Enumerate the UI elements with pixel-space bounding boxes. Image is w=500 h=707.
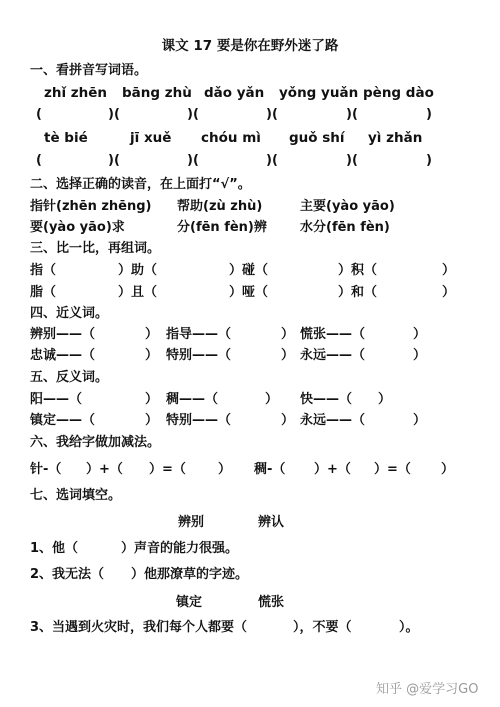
- math-item: 针-（: [30, 462, 62, 477]
- reading-item: 指针(zhēn zhēng): [30, 199, 152, 214]
- compare-item: 脂（: [30, 285, 57, 300]
- reading-item: 帮助(zù zhù): [177, 199, 263, 214]
- blank-paren: )(: [108, 107, 120, 122]
- section-2-heading: 二、选择正确的读音，在上面打“√”。: [30, 177, 251, 192]
- antonym-item: 快——（: [300, 392, 353, 407]
- compare-item: ）且（: [118, 285, 158, 300]
- math-item: ）: [218, 462, 232, 477]
- synonym-item: 特别——（: [166, 348, 232, 363]
- synonym-item: ）: [145, 327, 159, 342]
- math-item: ）=（: [374, 462, 411, 477]
- antonym-item: 阳——（: [30, 392, 83, 407]
- pinyin-8: chóu mì: [201, 130, 261, 146]
- synonym-item: ）: [145, 348, 159, 363]
- question-2: 2、我无法（: [30, 567, 105, 582]
- math-item: ）: [441, 462, 455, 477]
- synonym-item: 永远——（: [300, 348, 366, 363]
- synonym-item: 辨别——（: [30, 327, 96, 342]
- section-3-heading: 三、比一比，再组词。: [30, 241, 161, 256]
- synonym-item: 忠诚——（: [30, 348, 96, 363]
- antonym-item: 特别——（: [166, 413, 232, 428]
- pinyin-9: guǒ shí: [289, 130, 345, 146]
- blank-paren: )(: [187, 153, 199, 168]
- blank-paren: (: [36, 153, 42, 168]
- reading-item: 要(yào yāo)求: [30, 220, 125, 235]
- synonym-item: 慌张——（: [300, 327, 366, 342]
- antonym-item: 永远——（: [300, 413, 366, 428]
- pinyin-6: tè bié: [44, 130, 88, 146]
- section-4-heading: 四、近义词。: [30, 306, 109, 321]
- synonym-item: ）: [281, 327, 295, 342]
- section-7-heading: 七、选词填空。: [30, 488, 122, 503]
- compare-item: ）哑（: [229, 285, 269, 300]
- math-item: ）=（: [149, 462, 186, 477]
- worksheet-title: 课文 17 要是你在野外迷了路: [161, 38, 339, 54]
- question-1: 1、他（: [30, 541, 79, 556]
- pinyin-7: jī xuě: [130, 130, 172, 146]
- synonym-item: ）: [281, 348, 295, 363]
- antonym-item: 镇定——（: [30, 413, 96, 428]
- blank-paren: ): [426, 153, 432, 168]
- antonym-item: ）: [265, 392, 279, 407]
- math-item: 稠-（: [254, 462, 286, 477]
- antonym-item: ）: [378, 392, 392, 407]
- blank-paren: )(: [346, 153, 358, 168]
- question-3: 3、当遇到火灾时，我们每个人都要（: [30, 620, 248, 635]
- antonym-item: 稠——（: [166, 392, 219, 407]
- blank-paren: ): [426, 107, 432, 122]
- word-option: 辨认: [258, 515, 285, 530]
- blank-paren: )(: [187, 107, 199, 122]
- compare-item: ）: [442, 285, 456, 300]
- section-5-heading: 五、反义词。: [30, 370, 109, 385]
- synonym-item: ）: [413, 348, 427, 363]
- pinyin-1: zhǐ zhēn: [44, 85, 108, 101]
- synonym-item: 指导——（: [166, 327, 232, 342]
- word-option: 辨别: [178, 515, 205, 530]
- blank-paren: (: [36, 107, 42, 122]
- compare-item: ）和（: [338, 285, 378, 300]
- pinyin-2: bāng zhù: [122, 85, 192, 101]
- question-1: ）声音的能力很强。: [121, 541, 239, 556]
- word-option: 镇定: [176, 595, 203, 610]
- reading-item: 水分(fēn fèn): [300, 220, 390, 235]
- synonym-item: ）: [413, 327, 427, 342]
- antonym-item: ）: [413, 413, 427, 428]
- compare-item: 指（: [30, 263, 57, 278]
- compare-item: ）积（: [338, 263, 378, 278]
- pinyin-3: dǎo yǎn: [204, 85, 265, 101]
- compare-item: ）助（: [118, 263, 158, 278]
- watermark: 知乎 @爱学习GO: [376, 682, 479, 697]
- reading-item: 主要(yào yāo): [300, 199, 395, 214]
- blank-paren: )(: [346, 107, 358, 122]
- compare-item: ）碰（: [229, 263, 269, 278]
- section-6-heading: 六、我给字做加减法。: [30, 435, 161, 450]
- pinyin-5: pèng dào: [363, 85, 434, 101]
- question-3: ），不要（: [293, 620, 352, 635]
- antonym-item: ）: [145, 413, 159, 428]
- antonym-item: ）: [145, 392, 159, 407]
- blank-paren: )(: [266, 107, 278, 122]
- antonym-item: ）: [281, 413, 295, 428]
- blank-paren: )(: [266, 153, 278, 168]
- question-2: ）他那潦草的字迹。: [131, 567, 249, 582]
- question-3: ）。: [399, 620, 419, 635]
- compare-item: ）: [442, 263, 456, 278]
- math-item: ）+（: [86, 462, 123, 477]
- section-1-heading: 一、看拼音写词语。: [30, 63, 148, 78]
- math-item: ）+（: [314, 462, 351, 477]
- pinyin-10: yì zhǎn: [368, 130, 423, 146]
- word-option: 慌张: [258, 595, 285, 610]
- reading-item: 分(fēn fèn)辨: [177, 220, 267, 235]
- blank-paren: )(: [108, 153, 120, 168]
- pinyin-4: yǒng yuǎn: [279, 85, 359, 101]
